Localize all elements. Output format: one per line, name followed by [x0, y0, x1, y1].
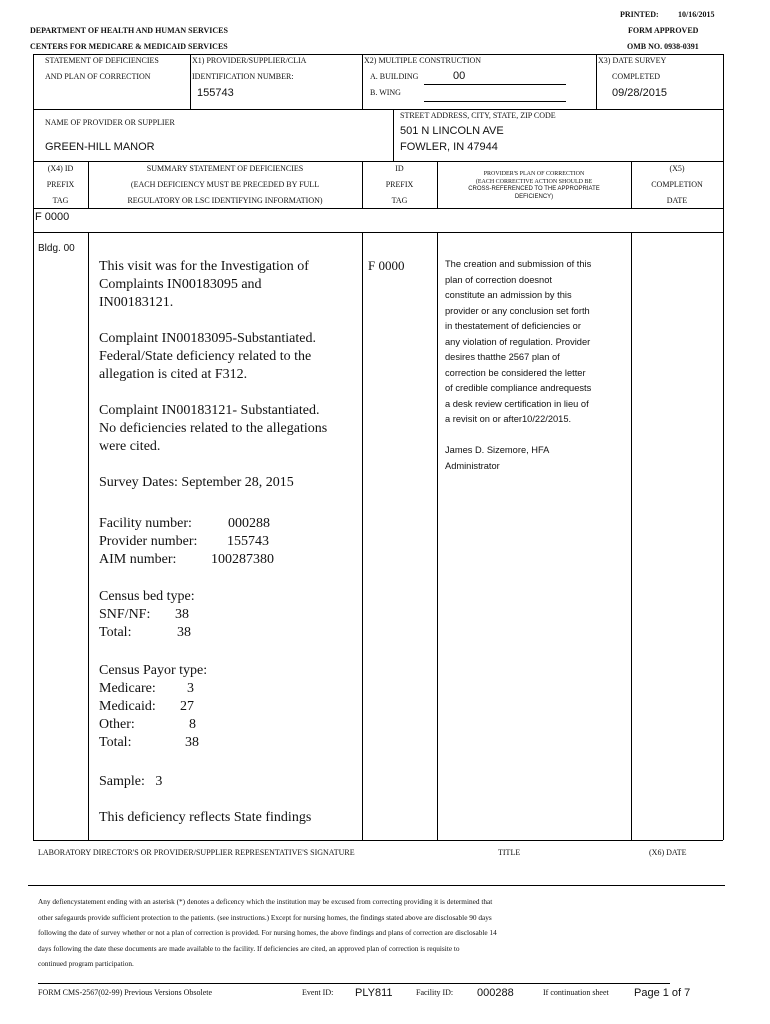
dept-title: DEPARTMENT OF HEALTH AND HUMAN SERVICES	[30, 26, 228, 35]
bed-total-label: Total:	[99, 625, 132, 640]
summary-line: Complaint IN00183121- Substantiated.	[99, 403, 320, 418]
plan-block	[445, 257, 591, 474]
provider-number-label: Provider number:	[99, 534, 198, 549]
state-findings-line: This deficiency reflects State findings	[99, 810, 312, 825]
plan-line: James D. Sizemore, HFA	[445, 445, 550, 455]
summary-line: Complaints IN00183095 and	[99, 277, 262, 292]
medicare-label: Medicare:	[99, 681, 156, 696]
medicaid-value: 27	[180, 699, 194, 714]
col-x4-1: (X4) ID	[47, 164, 74, 173]
census-bed-title: Census bed type:	[99, 589, 195, 604]
x3-label-2: COMPLETED	[612, 72, 660, 81]
plan-line: plan of correction doesnot	[445, 274, 552, 285]
col-x4-2: PREFIX	[46, 180, 75, 189]
plan-line	[445, 428, 591, 444]
signature-label: LABORATORY DIRECTOR'S OR PROVIDER/SUPPLIER REPRESENTATIVE'S SIGNATURE	[38, 848, 355, 857]
event-id-label: Event ID:	[302, 988, 334, 997]
address-line-1: 501 N LINCOLN AVE	[400, 125, 504, 137]
survey-date-value: 09/28/2015	[612, 87, 668, 99]
aim-number-label: AIM number:	[99, 552, 177, 567]
other-value: 8	[189, 717, 196, 732]
provider-id-value: 155743	[197, 87, 234, 99]
plan-line: provider or any conclusion set forth	[445, 305, 590, 316]
address-label: STREET ADDRESS, CITY, STATE, ZIP CODE	[400, 111, 556, 120]
x2-label: X2) MULTIPLE CONSTRUCTION	[364, 56, 482, 65]
printed-label: PRINTED:	[620, 10, 659, 19]
disclaimer-line: following the date of survey whether or not a plan of correction is provided. For nursing homes, the above findings and plans of correction are disclosable 14	[38, 928, 497, 937]
facility-id-value: 000288	[477, 987, 514, 999]
disclaimer-line: Any defiencystatement ending with an asterisk (*) denotes a deficency which the institution may be excused from correcting providing it is determined that	[38, 897, 493, 906]
summary-line	[99, 456, 327, 474]
col-plan-3: CROSS-REFERENCED TO THE APPROPRIATE	[468, 186, 600, 192]
snf-value: 38	[175, 607, 189, 622]
disclaimer-line: days following the date these documents are made available to the facility. If deficiencies are cited, an approved plan of correction is requisite to	[38, 943, 460, 953]
summary-line: Complaint IN00183095-Substantiated.	[99, 331, 316, 346]
form-number: FORM CMS-2567(02-99) Previous Versions Obsolete	[38, 988, 213, 997]
provider-name: GREEN-HILL MANOR	[45, 141, 155, 153]
summary-line: No deficiencies related to the allegations	[99, 421, 328, 436]
plan-line: of credible compliance andrequests	[445, 383, 592, 393]
col-id-1: ID	[395, 164, 404, 173]
col-plan-1: PROVIDER'S PLAN OF CORRECTION	[483, 171, 585, 177]
plan-line: Administrator	[445, 460, 500, 471]
census-payor-block	[99, 662, 219, 752]
building-value: 00	[453, 70, 466, 82]
col-plan-2: (EACH CORRECTIVE ACTION SHOULD BE	[475, 179, 593, 185]
title-label: TITLE	[498, 848, 521, 857]
plan-line: desires thatthe 2567 plan of	[445, 352, 560, 362]
provider-number-value: 155743	[227, 534, 269, 549]
cms-title: CENTERS FOR MEDICARE & MEDICAID SERVICES	[30, 42, 228, 51]
census-bed-block	[99, 588, 219, 642]
aim-number-value: 100287380	[211, 552, 274, 567]
bed-total-value: 38	[177, 625, 191, 640]
building-tag: Bldg. 00	[38, 243, 75, 254]
x1-label-2: IDENTIFICATION NUMBER:	[192, 72, 294, 81]
disclaimer-block	[38, 894, 497, 972]
payor-total-value: 38	[185, 735, 199, 750]
summary-line: Federal/State deficiency related to the	[99, 349, 312, 364]
statement-label-2: AND PLAN OF CORRECTION	[45, 72, 151, 81]
disclaimer-line: continued program participation.	[38, 959, 134, 968]
form-approved: FORM APPROVED	[628, 26, 699, 35]
col-x5-2: COMPLETION	[651, 180, 703, 189]
x1-label: X1) PROVIDER/SUPPLIER/CLIA	[192, 56, 307, 65]
col-x5-3: DATE	[666, 196, 688, 205]
sample-line: Sample: 3	[99, 774, 163, 789]
summary-line: IN00183121.	[99, 295, 174, 310]
tag-right: F 0000	[368, 258, 405, 273]
medicaid-label: Medicaid:	[99, 699, 156, 714]
facility-block	[99, 515, 299, 569]
tag-left: F 0000	[35, 211, 70, 223]
snf-label: SNF/NF:	[99, 607, 151, 622]
provider-name-label: NAME OF PROVIDER OR SUPPLIER	[45, 118, 175, 127]
summary-line: Survey Dates: September 28, 2015	[99, 475, 294, 490]
x3-label: X3) DATE SURVEY	[598, 56, 667, 65]
continuation-label: If continuation sheet	[543, 988, 609, 997]
summary-line: were cited.	[99, 439, 161, 454]
col-x5-1: (X5)	[669, 164, 685, 173]
payor-total-label: Total:	[99, 735, 132, 750]
facility-id-label: Facility ID:	[416, 988, 454, 997]
omb-number: OMB NO. 0938-0391	[627, 42, 699, 51]
date-label: (X6) DATE	[649, 848, 687, 857]
plan-line: correction be considered the letter	[445, 367, 586, 378]
plan-line: constitute an admission by this	[445, 290, 572, 300]
plan-line: a revisit on or after10/22/2015.	[445, 414, 572, 424]
plan-line: any violation of regulation. Provider	[445, 336, 591, 347]
disclaimer-line: other safegaurds provide sufficient protection to the patients. (see instructions.) Except for nursing homes, the findings stated above are disclosable 90 days	[38, 912, 492, 922]
summary-block	[99, 258, 327, 492]
summary-line: This visit was for the Investigation of	[99, 259, 309, 274]
col-summary-2: (EACH DEFICIENCY MUST BE PRECEDED BY FULL	[130, 180, 320, 189]
summary-line	[99, 312, 327, 330]
plan-line: in thestatement of deficiencies or	[445, 321, 581, 331]
plan-line: a desk review certification in lieu of	[445, 398, 589, 409]
building-label: A. BUILDING	[370, 72, 419, 81]
medicare-value: 3	[187, 681, 194, 696]
printed-date: 10/16/2015	[678, 10, 715, 19]
col-plan-4: DEFICIENCY)	[514, 194, 554, 200]
other-label: Other:	[99, 717, 135, 732]
summary-line	[99, 384, 327, 402]
col-summary-1: SUMMARY STATEMENT OF DEFICIENCIES	[146, 164, 304, 173]
wing-label: B. WING	[370, 88, 401, 97]
facility-number-value: 000288	[228, 516, 270, 531]
statement-label-1: STATEMENT OF DEFICIENCIES	[45, 56, 159, 65]
event-id-value: PLY811	[355, 987, 393, 999]
plan-line: The creation and submission of this	[445, 259, 592, 269]
col-id-2: PREFIX	[385, 180, 414, 189]
address-line-2: FOWLER, IN 47944	[400, 141, 498, 153]
facility-number-label: Facility number:	[99, 516, 192, 531]
col-summary-3: REGULATORY OR LSC IDENTIFYING INFORMATION)	[127, 196, 323, 205]
col-id-3: TAG	[391, 196, 408, 205]
census-payor-title: Census Payor type:	[99, 663, 208, 678]
col-x4-3: TAG	[52, 196, 69, 205]
page-number: Page 1 of 7	[634, 987, 691, 999]
summary-line: allegation is cited at F312.	[99, 367, 248, 382]
